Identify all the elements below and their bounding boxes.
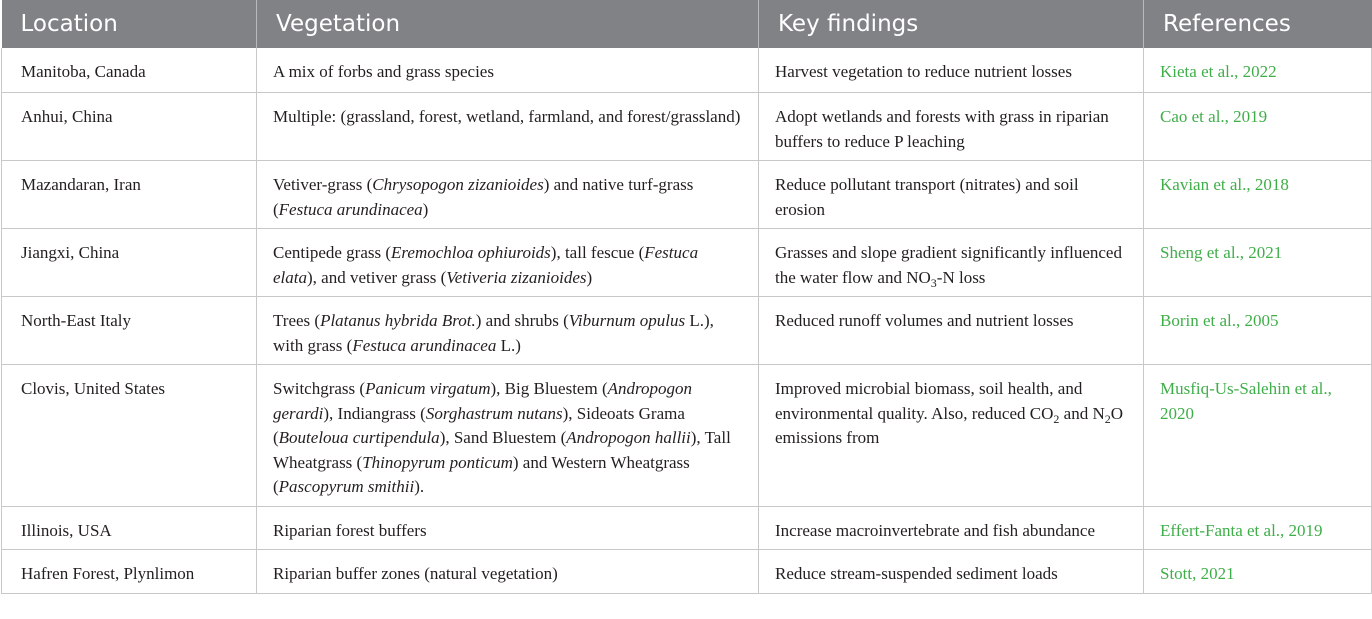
text-segment: Switchgrass ( <box>273 379 366 398</box>
table-row <box>2 550 1372 594</box>
cell-reference-link[interactable]: Stott, 2021 <box>1144 550 1372 594</box>
cell-key-findings <box>759 550 1144 594</box>
text-segment: ) <box>422 199 429 219</box>
cell-key-findings <box>759 93 1144 161</box>
text-segment: ) <box>586 267 593 287</box>
header-key-findings: Key findings <box>759 0 1144 48</box>
species-name: Panicum virgatum <box>365 379 491 398</box>
cell-key-findings <box>759 48 1144 93</box>
cell-reference-link[interactable]: Musfiq-Us-Salehin et al., 2020 <box>1144 365 1372 507</box>
text-segment: A mix of forbs and grass species <box>273 62 494 81</box>
cell-vegetation <box>257 161 759 229</box>
cell-key-findings <box>759 506 1144 550</box>
subscript: 2 <box>1053 411 1060 426</box>
text-segment: Reduce stream-suspended sediment loads <box>775 564 1058 583</box>
table-row <box>2 365 1372 507</box>
text-segment: ), Indiangrass ( <box>323 403 426 423</box>
species-name: Vetiveria zizanioides <box>446 267 587 287</box>
text-segment: L.), with grass ( <box>273 311 719 355</box>
text-segment: Riparian forest buffers <box>273 520 427 540</box>
table-row <box>2 161 1372 229</box>
species-name: Andropogon gerardi <box>273 379 697 423</box>
cell-key-findings <box>759 365 1144 507</box>
cell-reference-link[interactable]: Cao et al., 2019 <box>1144 93 1372 161</box>
header-vegetation: Vegetation <box>257 0 759 48</box>
text-segment: ) and Western Wheatgrass ( <box>273 452 695 496</box>
subscript: 2 <box>1104 411 1111 426</box>
header-row <box>2 0 1372 48</box>
species-name: Eremochloa ophiuroids <box>391 243 551 262</box>
cell-vegetation <box>257 48 759 93</box>
text-segment: Improved microbial biomass, soil health, and environmental quality. Also, reduced CO <box>775 379 1087 423</box>
cell-location: Anhui, China <box>2 93 257 161</box>
species-name: Sorghastrum nutans <box>425 403 563 423</box>
species-name: Festuca elata <box>273 243 703 287</box>
cell-key-findings <box>759 229 1144 297</box>
species-name: Festuca arundinacea <box>352 335 497 355</box>
cell-location: North-East Italy <box>2 297 257 365</box>
species-name: Bouteloua curtipendula <box>278 428 440 447</box>
cell-vegetation <box>257 550 759 594</box>
species-name: Chrysopogon zizanioides <box>372 175 544 194</box>
text-segment: O emissions from <box>775 403 1128 447</box>
text-segment: Centipede grass ( <box>273 243 392 262</box>
table-row <box>2 93 1372 161</box>
findings-table <box>1 0 1372 594</box>
cell-key-findings <box>759 161 1144 229</box>
text-segment: Reduced runoff volumes and nutrient losses <box>775 311 1074 330</box>
text-segment: L.) <box>496 335 521 355</box>
text-segment: ), Sand Bluestem ( <box>439 428 567 447</box>
cell-vegetation <box>257 229 759 297</box>
cell-vegetation <box>257 297 759 365</box>
text-segment: ), Big Bluestem ( <box>490 379 608 398</box>
subscript: 3 <box>930 275 937 290</box>
text-segment: ) and shrubs ( <box>475 311 569 330</box>
header-references: References <box>1144 0 1372 48</box>
species-name: Festuca arundinacea <box>278 199 423 219</box>
text-segment: Adopt wetlands and forests with grass in riparian buffers to reduce P leaching <box>775 107 1114 151</box>
species-name: Pascopyrum smithii <box>278 477 415 496</box>
cell-location: Jiangxi, China <box>2 229 257 297</box>
text-segment: Grasses and slope gradient significantly influenced the water flow and NO <box>775 243 1127 287</box>
cell-reference-link[interactable]: Kavian et al., 2018 <box>1144 161 1372 229</box>
cell-reference-link[interactable]: Kieta et al., 2022 <box>1144 48 1372 93</box>
text-segment: Vetiver-grass ( <box>273 175 373 194</box>
cell-reference-link[interactable]: Sheng et al., 2021 <box>1144 229 1372 297</box>
cell-location: Mazandaran, Iran <box>2 161 257 229</box>
species-name: Viburnum opulus <box>568 311 686 330</box>
table-row <box>2 48 1372 93</box>
species-name: Andropogon hallii <box>566 428 691 447</box>
text-segment: Reduce pollutant transport (nitrates) and soil erosion <box>775 175 1083 219</box>
table-row <box>2 229 1372 297</box>
cell-vegetation <box>257 93 759 161</box>
text-segment: Riparian buffer zones (natural vegetation) <box>273 564 558 583</box>
text-segment: Harvest vegetation to reduce nutrient losses <box>775 62 1072 81</box>
cell-reference-link[interactable]: Effert-Fanta et al., 2019 <box>1144 506 1372 550</box>
text-segment: Trees ( <box>273 311 321 330</box>
header-location: Location <box>2 0 257 48</box>
species-name: Thinopyrum ponticum <box>362 452 513 472</box>
text-segment: ), and vetiver grass ( <box>307 267 447 287</box>
text-segment: ). <box>414 477 425 496</box>
text-segment: and N <box>1059 403 1105 423</box>
table-row <box>2 506 1372 550</box>
cell-location: Hafren Forest, Plynlimon <box>2 550 257 594</box>
text-segment: ), Sideoats Grama ( <box>273 403 690 447</box>
text-segment: Multiple: (grassland, forest, wetland, farmland, and forest/grassland) <box>273 107 741 126</box>
cell-location: Clovis, United States <box>2 365 257 507</box>
text-segment: ), tall fescue ( <box>550 243 645 262</box>
species-name: Platanus hybrida Brot. <box>320 311 476 330</box>
cell-vegetation <box>257 506 759 550</box>
text-segment: ) and native turf-grass ( <box>273 175 698 219</box>
text-segment: Increase macroinvertebrate and fish abundance <box>775 520 1095 540</box>
table-body <box>2 48 1372 593</box>
cell-key-findings <box>759 297 1144 365</box>
text-segment: ), Tall Wheatgrass ( <box>273 428 735 472</box>
cell-vegetation <box>257 365 759 507</box>
cell-location: Illinois, USA <box>2 506 257 550</box>
table-row <box>2 297 1372 365</box>
cell-reference-link[interactable]: Borin et al., 2005 <box>1144 297 1372 365</box>
text-segment: -N loss <box>936 267 986 287</box>
cell-location: Manitoba, Canada <box>2 48 257 93</box>
